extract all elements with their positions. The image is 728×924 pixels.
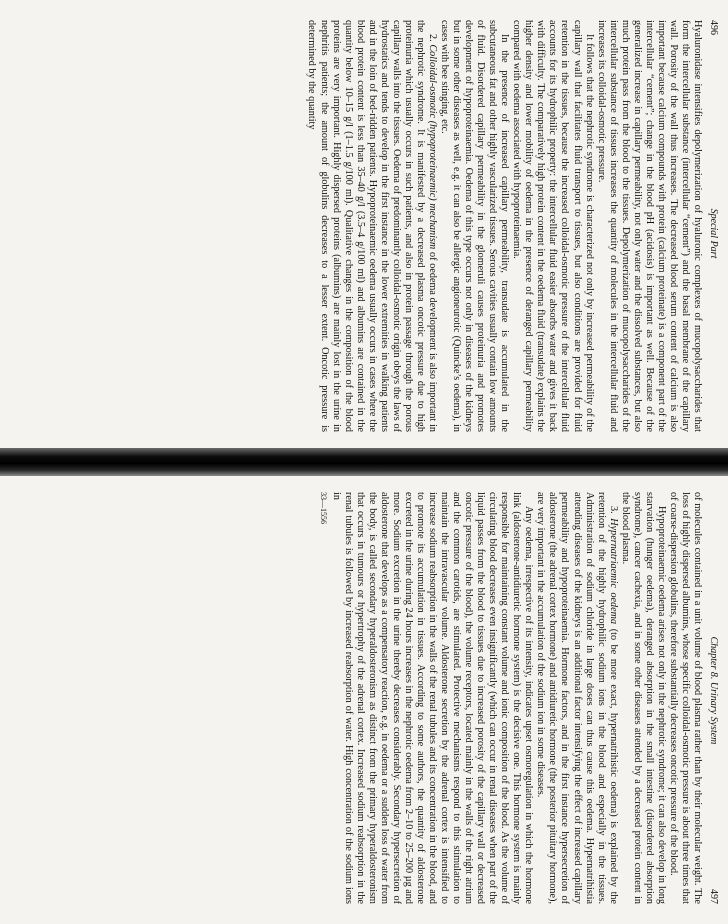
signature-mark: 33—1556 — [318, 492, 328, 524]
right-paragraph: 3. Hypernatriaemic oedema (to be more exact, hypernatrihistic oedema) is explained by the retention of the highly hydrophilic sodium ions in the blood and especially in the tissues. Administration of sodium chloride in large doses can thus cause this oedema. Hypernatrihistia attending diseases of the kidneys is an additional factor intensifying the effect of increased capillary permeability and hypoproteinaemia. Hormone factors, and in the first instance hypersecretion of aldosterone (the adrenal cortex hormone) and antidiuretic hormone (the posterior pituitary hormone), are very important in the accumulation of the sodium ion in some diseases. — [535, 492, 619, 905]
left-page-header — [706, 20, 720, 432]
right-paragraph: of molecules contained in a unit volume of blood plasma rather than by their molecular weight. The loss of highly dispersed albumins, whose specific colloidal-osmotic pressure is about three times that of coarse-dispersion globulins, therefore substantially decreases oncotic pressure of the blood. — [667, 492, 703, 904]
right-paragraph: Hypoproteinaemic oedema arises not only in the nephrotic syndrome; it can also develop in long starvation (hunger oedema), deranged absorption in the small intestine (disordered absorption syndrome), cancer cachexia, and in some other diseases attended by a decreased protein content in the blood plasma. — [619, 492, 667, 904]
left-paragraph: 2. Colloidal-osmotic (hypoproteinaemic) mechanism of oedema development is also important in the nephrotic syndrome. It is manifested by a decreased plasma oncotic pressure due to high proteinuria which usually occurs in such patients, and also in protein passage through the porous capillary walls into the tissues. Oedema of predominantly colloidal-osmotic origin obeys the laws of hydrostatics and tends to develop in the first instance in the lower extremities in walking patients and in the loin of bed-ridden patients. Hypoproteinaemic oedema usually occurs in cases where the blood protein content is less than 35–40 g/l (3.5–4 g/100 ml) and albumins are contained in the quantity below 10–15 g/l (1–1.5 g/100 ml). Qualitative changes in the composition of the blood proteins are very important. Highly dispersed proteins (albumins) are mainly lost in the urine in nephritis patients; the amount of globulins decreases to a lesser extent. Oncotic pressure is determined by the quantity — [306, 20, 438, 433]
left-running-head: Special Part — [708, 208, 719, 259]
right-page-body — [330, 492, 703, 904]
left-paragraph: It follows that the nephrotic syndrome is characterized not only by increased permeability of the capillary wall that facilitates fluid transport to tissues, but also conditions are provided for fluid retention in the tissues, because the increased colloidal-osmotic pressure of the intercellular fluid accounts for its hydrophilic property: the intercellular fluid easier absorbs water and gives it back with difficulty. The comparatively high protein content in the oedema fluid (transudate) explains the higher density and lower mobility of oedema in the presence of deranged capillary permeability compared with oedema associated with hypoproteinaemia. — [511, 20, 595, 432]
left-page-number: 496 — [708, 20, 719, 35]
italic-term: Colloidal-osmotic (hypoproteinaemic) mechanism — [426, 44, 438, 250]
left-paragraph: In the presence of increased capillary permeability, transudate is accumulated in the subcutaneous fat and other highly vascularized tissues. Serous cavities usually contain low amounts of fluid. Disordered capillary permeability in the glomeruli causes proteinuria and promotes development of hypoproteinaemia. Oedema of this type occurs not only in diseases of the kidneys but in some other diseases as well, e.g. it can also be allergic angioneurotic (Quincke’s oedema), in cases with bee stinging, etc. — [439, 20, 511, 432]
right-running-head: Chapter 8. Urinary System — [708, 636, 719, 745]
right-page-number: 497 — [708, 889, 719, 904]
right-page-header — [706, 492, 720, 904]
italic-term: Hypernatriaemic oedema — [607, 518, 619, 625]
left-paragraph: Hyaluronidase intensifies depolymerization of hyaluronic complexes of mucopolysaccharides that form the intercellular substance (intercellular “cement”) and the basal membrane of the capillary wall. Porosity of the wall thus increases. The decreased blood serum content of calcium is also important because calcium compounds with protein (calcium proteinate) is a component part of the intercellular “cement”; change in the blood pH (acidosis) is important as well. Because of the generalized increase in capillary permeability, not only water and the dissolved substances, but also much protein pass from the blood to the tissues. Depolymerization of mucopolysaccharides of the intercellular substance of tissues increases the quantity of molecules in the intercellular fluid and increases its colloidal-osmotic pressure. — [595, 20, 703, 432]
left-page-body — [305, 20, 703, 432]
left-page — [0, 0, 728, 452]
right-paragraph: Any oedema, irrespective of its intensity, indicates upset osmoregulation in which the hormone link (aldosterone-antidiuretic hormone system) is the decisive one. This hormone system is mainly responsible for maintaining constant volume and ionic composition of the blood. As the volume of circulating blood decreases even insignificantly (which can occur in renal diseases when part of the liquid passes from the blood to tissues due to increased porosity of the capillary wall or decreased oncotic pressure of the blood), the volume receptors, located mainly in the walls of the right atrium and the common carotids, are stimulated. Protective mechanisms respond to this stimulation to maintain the intravascular volume. Aldosterone secretion by the adrenal cortex is intensified to increase sodium reabsorption in the walls of the renal tubules and its concentration in the blood, and to promote its accumulation in tissues. According to some authors, the quantity of aldosterone excreted in the urine during 24 hours increases in the nephrotic oedema from 2–10 to 25–200 µg and more. Sodium excretion in the urine thereby decreases considerably. Secondary hypersecretion of aldosterone that develops as a compensatory reaction, e.g. in oedema or a sudden loss of water from the body, is called secondary hyperaldosteronism as distinct from the primary hyperaldosteronism that occurs in tumours or hypertrophy of the adrenal cortex. Increased sodium reabsorption in the renal tubules is followed by increased reabsorption of water. High concentration of the sodium ions in — [330, 492, 535, 904]
right-page — [0, 472, 728, 924]
